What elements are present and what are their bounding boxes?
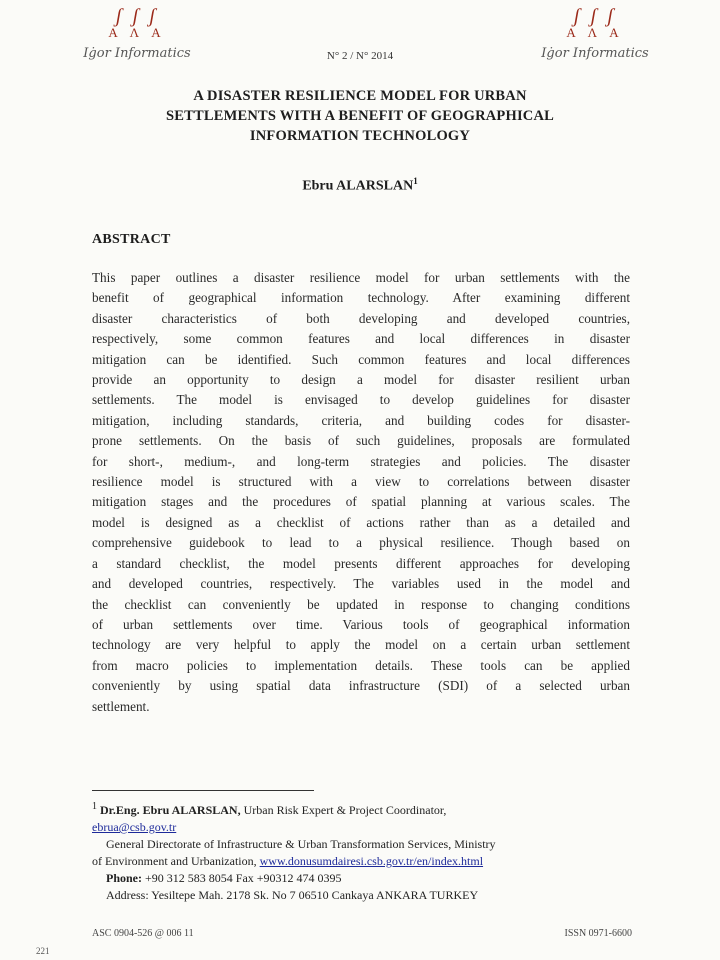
abstract-line: respectively, some common features and local differences in disaster <box>92 331 630 347</box>
footnote-author-role: Urban Risk Expert & Project Coordinator, <box>243 803 447 817</box>
title-line: INFORMATION TECHNOLOGY <box>249 128 471 144</box>
address-value: Yesiltepe Mah. 2178 Sk. No 7 06510 Cankaya ANKARA TURKEY <box>151 888 479 902</box>
journal-name: Iġor Informatics <box>541 46 649 61</box>
author-text: Ebru ALARSLAN <box>302 178 414 194</box>
footnote-author-name: Dr.Eng. Ebru ALARSLAN, <box>100 803 241 817</box>
author-footnote <box>92 798 632 904</box>
phone-label: Phone: <box>106 871 142 885</box>
abstract-line: of urban settlements over time. Various tools of geographical information <box>92 616 630 632</box>
footer-right: ISSN 0971-6600 <box>564 928 632 939</box>
website-link[interactable]: www.donusumdairesi.csb.gov.tr/en/index.html <box>259 854 484 868</box>
abstract-line: mitigation, including standards, criteria, and building codes for disaster- <box>92 412 630 428</box>
abstract-line: benefit of geographical information technology. After examining different <box>92 290 630 306</box>
abstract-line: from macro policies to implementation details. These tools can be applied <box>92 657 630 673</box>
journal-name: Iġor Informatics <box>83 46 191 61</box>
abstract-line: mitigation can be identified. Such common features and local differences <box>92 351 630 367</box>
abstract-line: and developed countries, respectively. The variables used in the model and <box>92 576 630 592</box>
logo-marks-bottom: Α Λ Α <box>108 25 166 40</box>
abstract-line: prone settlements. On the basis of such guidelines, proposals are formulated <box>92 433 630 449</box>
abstract-line: conveniently by using spatial data infrastructure (SDI) of a selected urban <box>92 678 630 694</box>
author-name <box>0 176 720 195</box>
footnote-divider <box>92 790 314 791</box>
abstract-line: the checklist can conveniently be updated in response to changing conditions <box>92 596 630 612</box>
abstract-line: model is designed as a checklist of actions rather than as a detailed and <box>92 514 630 530</box>
abstract-line: resilience model is structured with a view to correlations between disaster <box>92 474 630 490</box>
abstract-line: comprehensive guidebook to lead to a physical resilience. Though based on <box>92 535 630 551</box>
author-email-link[interactable]: ebrua@csb.gov.tr <box>92 820 177 834</box>
abstract-line: provide an opportunity to design a model for disaster resilient urban <box>92 372 630 388</box>
phone-value: +90 312 583 8054 Fax +90312 474 0395 <box>145 871 342 885</box>
paper-title <box>110 86 610 146</box>
title-line: A DISASTER RESILIENCE MODEL FOR URBAN <box>193 88 527 104</box>
footnote-mark: 1 <box>92 801 97 812</box>
footer-left: ASC 0904-526 @ 006 11 <box>92 928 194 939</box>
abstract-line: settlement. <box>92 698 150 714</box>
issue-info: N° 2 / N° 2014 <box>326 50 394 62</box>
abstract-line: technology are very helpful to apply the model on a certain urban settlement <box>92 637 630 653</box>
abstract-line: mitigation stages and the procedures of spatial planning at various scales. The <box>92 494 630 510</box>
page-number: 221 <box>36 946 50 956</box>
abstract-line: a standard checklist, the model presents different approaches for developing <box>92 555 630 571</box>
abstract-line: settlements. The model is envisaged to develop guidelines for disaster <box>92 392 630 408</box>
affiliation-line: of Environment and Urbanization, <box>92 854 257 868</box>
abstract-line: disaster characteristics of both developing and developed countries, <box>92 310 630 326</box>
abstract-line: This paper outlines a disaster resilience model for urban settlements with the <box>92 270 630 285</box>
abstract-body <box>92 268 630 717</box>
logo-marks-top: ʃ ʃ ʃ <box>573 5 617 27</box>
logo-marks-bottom: Α Λ Α <box>566 25 624 40</box>
affiliation-line: General Directorate of Infrastructure & Urban Transformation Services, Ministry <box>106 837 496 851</box>
author-footnote-mark: 1 <box>413 176 418 186</box>
logo-marks-top: ʃ ʃ ʃ <box>115 5 159 27</box>
abstract-heading: ABSTRACT <box>92 232 171 247</box>
address-label: Address: <box>106 888 149 902</box>
abstract-line: for short-, medium-, and long-term strategies and policies. The disaster <box>92 453 630 469</box>
title-line: SETTLEMENTS WITH A BENEFIT OF GEOGRAPHICAL <box>165 108 555 124</box>
